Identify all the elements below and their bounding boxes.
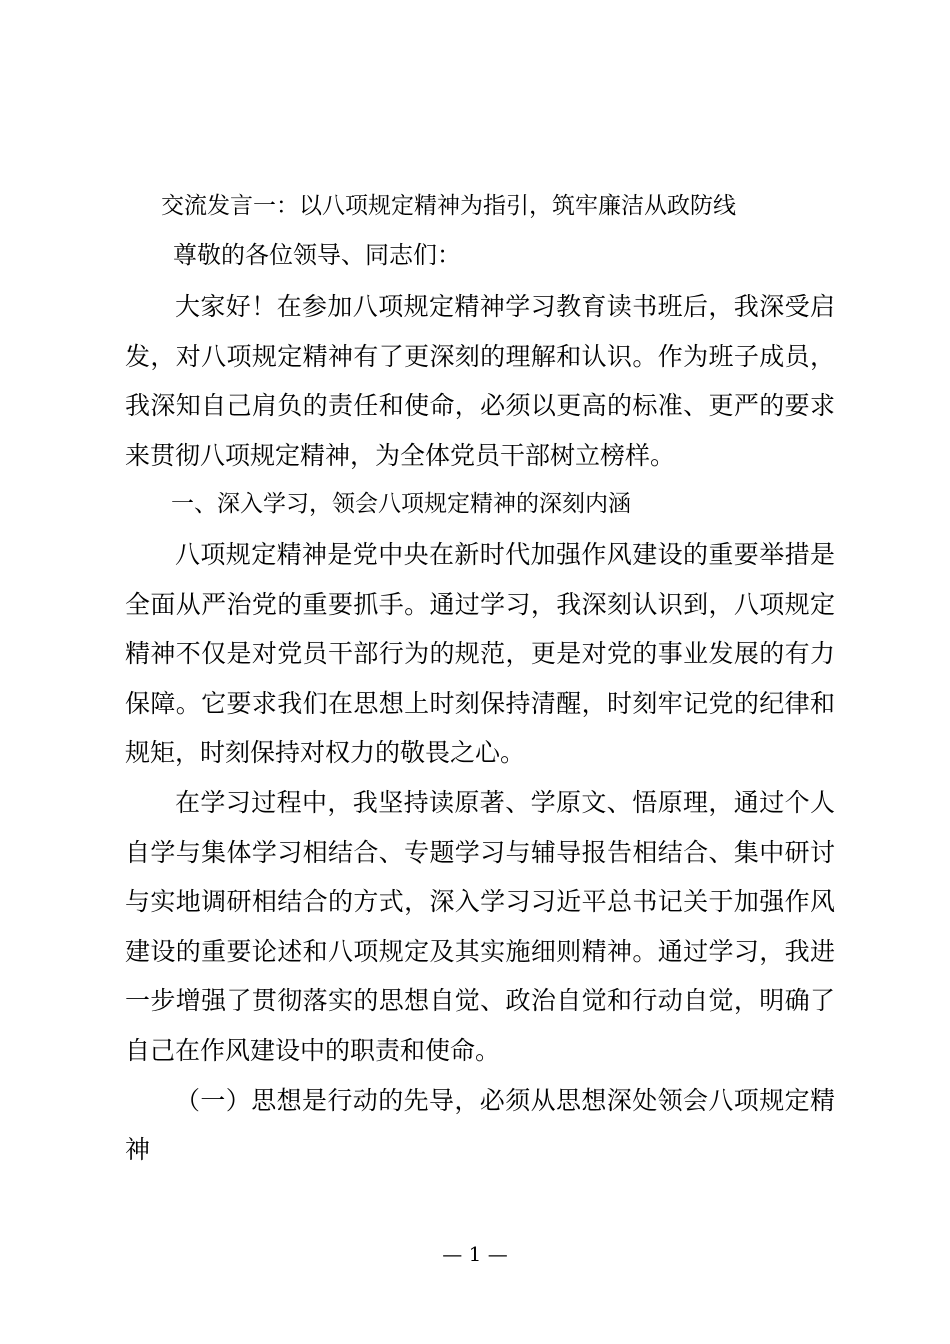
body-paragraph: 在学习过程中，我坚持读原著、学原文、悟原理，通过个人自学与集体学习相结合、专题学习与辅导报告相结合、集中研讨与实地调研相结合的方式，深入学习习近平总书记关于加强作风建设的重要论述和八项规定及其实施细则精神。通过学习，我进一步增强了贯彻落实的思想自觉、政治自觉和行动自觉，明确了自己在作风建设中的职责和使命。 (125, 787, 835, 1065)
page-number: — 1 — (442, 1242, 508, 1266)
body-paragraph: 大家好！在参加八项规定精神学习教育读书班后，我深受启发，对八项规定精神有了更深刻的理解和认识。作为班子成员，我深知自己肩负的责任和使命，必须以更高的标准、更严的要求来贯彻八项规定精神，为全体党员干部树立榜样。 (125, 292, 835, 470)
section-heading: 一、深入学习，领会八项规定精神的深刻内涵 (171, 491, 631, 518)
document-body (125, 282, 835, 1175)
salutation: 尊敬的各位领导、同志们： (173, 241, 461, 269)
body-paragraph: （一）思想是行动的先导，必须从思想深处领会八项规定精神 (125, 1085, 835, 1165)
document-title: 交流发言一：以八项规定精神为指引，筑牢廉洁从政防线 (161, 193, 736, 219)
body-paragraph: 八项规定精神是党中央在新时代加强作风建设的重要举措是全面从严治党的重要抓手。通过学习，我深刻认识到，八项规定精神不仅是对党员干部行为的规范，更是对党的事业发展的有力保障。它要求我们在思想上时刻保持清醒，时刻牢记党的纪律和规矩，时刻保持对权力的敬畏之心。 (125, 539, 835, 768)
